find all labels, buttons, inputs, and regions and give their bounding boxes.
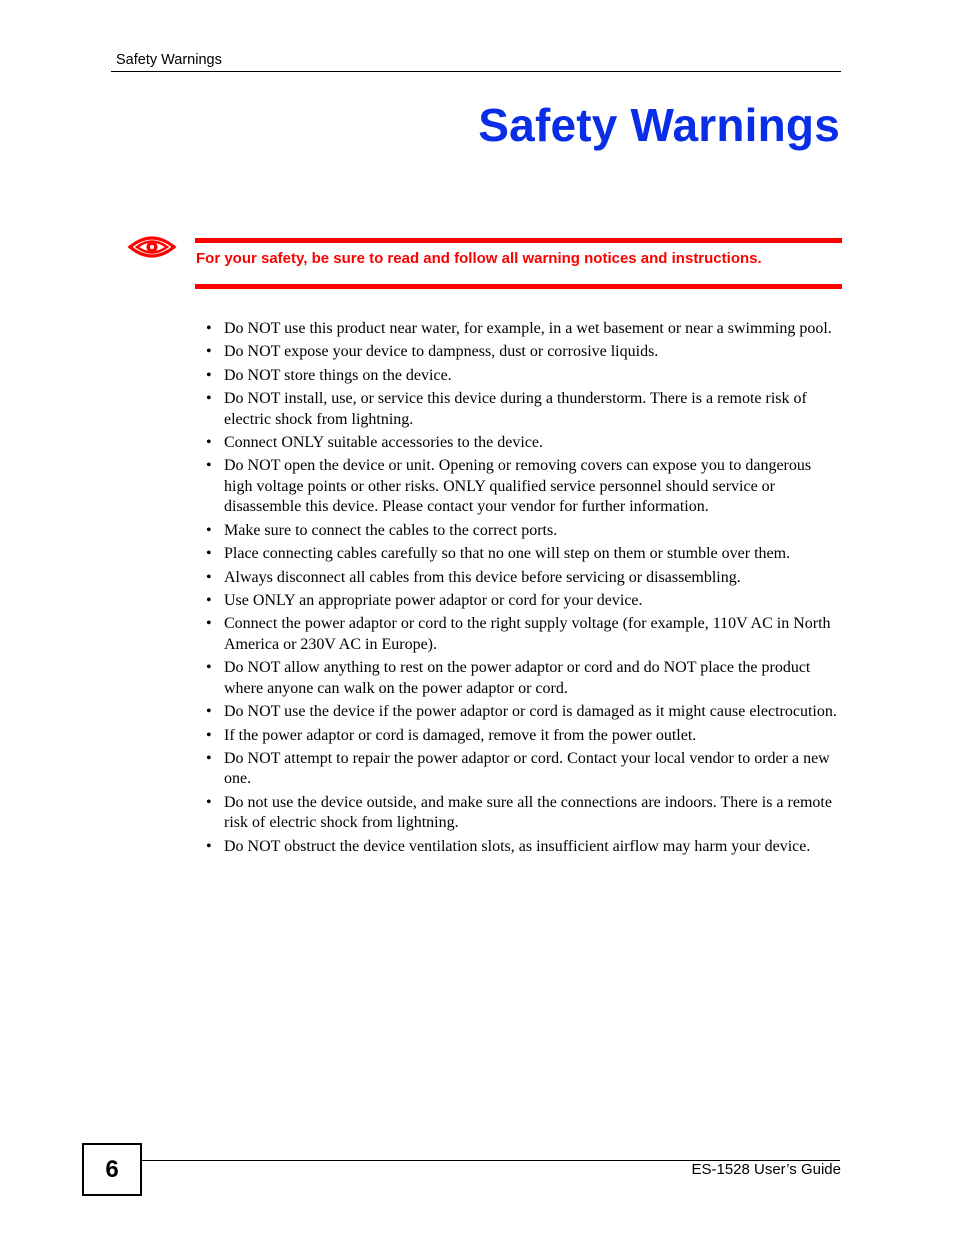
list-item: • Do NOT obstruct the device ventilation slots, as insufficient airflow may harm your device. (205, 837, 841, 858)
eye-warning-icon (127, 232, 177, 262)
warning-bar-bottom (195, 284, 842, 289)
list-item: • Do NOT allow anything to rest on the power adaptor or cord and do NOT place the product where anyone can walk on the power adaptor or cord. (205, 658, 841, 699)
list-item: • Connect ONLY suitable accessories to the device. (205, 433, 841, 454)
warning-bar-top (195, 238, 842, 243)
running-header: Safety Warnings (116, 52, 222, 68)
header-rule (111, 71, 841, 72)
page-title: Safety Warnings (478, 99, 840, 151)
list-item: • Use ONLY an appropriate power adaptor or cord for your device. (205, 591, 841, 612)
list-item: • Do NOT use the device if the power adaptor or cord is damaged as it might cause electrocution. (205, 702, 841, 723)
list-item: • Do NOT install, use, or service this device during a thunderstorm. There is a remote risk of electric shock from lightning. (205, 389, 841, 430)
list-item: • Do not use the device outside, and make sure all the connections are indoors. There is a remote risk of electric shock from lightning. (205, 793, 841, 834)
list-item: • Do NOT open the device or unit. Opening or removing covers can expose you to dangerous high voltage points or other risks. ONLY qualified service personnel should service or disassemble this device. Please contact your vendor for further information. (205, 456, 841, 518)
list-item: • Connect the power adaptor or cord to the right supply voltage (for example, 110V AC in North America or 230V AC in Europe). (205, 614, 841, 655)
list-item: • Do NOT expose your device to dampness, dust or corrosive liquids. (205, 342, 841, 363)
warning-text: For your safety, be sure to read and follow all warning notices and instructions. (196, 250, 762, 267)
page-number-text: 6 (105, 1155, 119, 1183)
safety-warning-list (205, 319, 841, 860)
list-item: • Do NOT store things on the device. (205, 366, 841, 387)
list-item: • If the power adaptor or cord is damaged, remove it from the power outlet. (205, 726, 841, 747)
list-item: • Place connecting cables carefully so that no one will step on them or stumble over them. (205, 544, 841, 565)
page-number (82, 1143, 142, 1196)
list-item: • Do NOT use this product near water, for example, in a wet basement or near a swimming pool. (205, 319, 841, 340)
guide-title: ES-1528 User’s Guide (691, 1161, 841, 1178)
list-item: • Make sure to connect the cables to the correct ports. (205, 521, 841, 542)
list-item: • Do NOT attempt to repair the power adaptor or cord. Contact your local vendor to order a new one. (205, 749, 841, 790)
list-item: • Always disconnect all cables from this device before servicing or disassembling. (205, 568, 841, 589)
